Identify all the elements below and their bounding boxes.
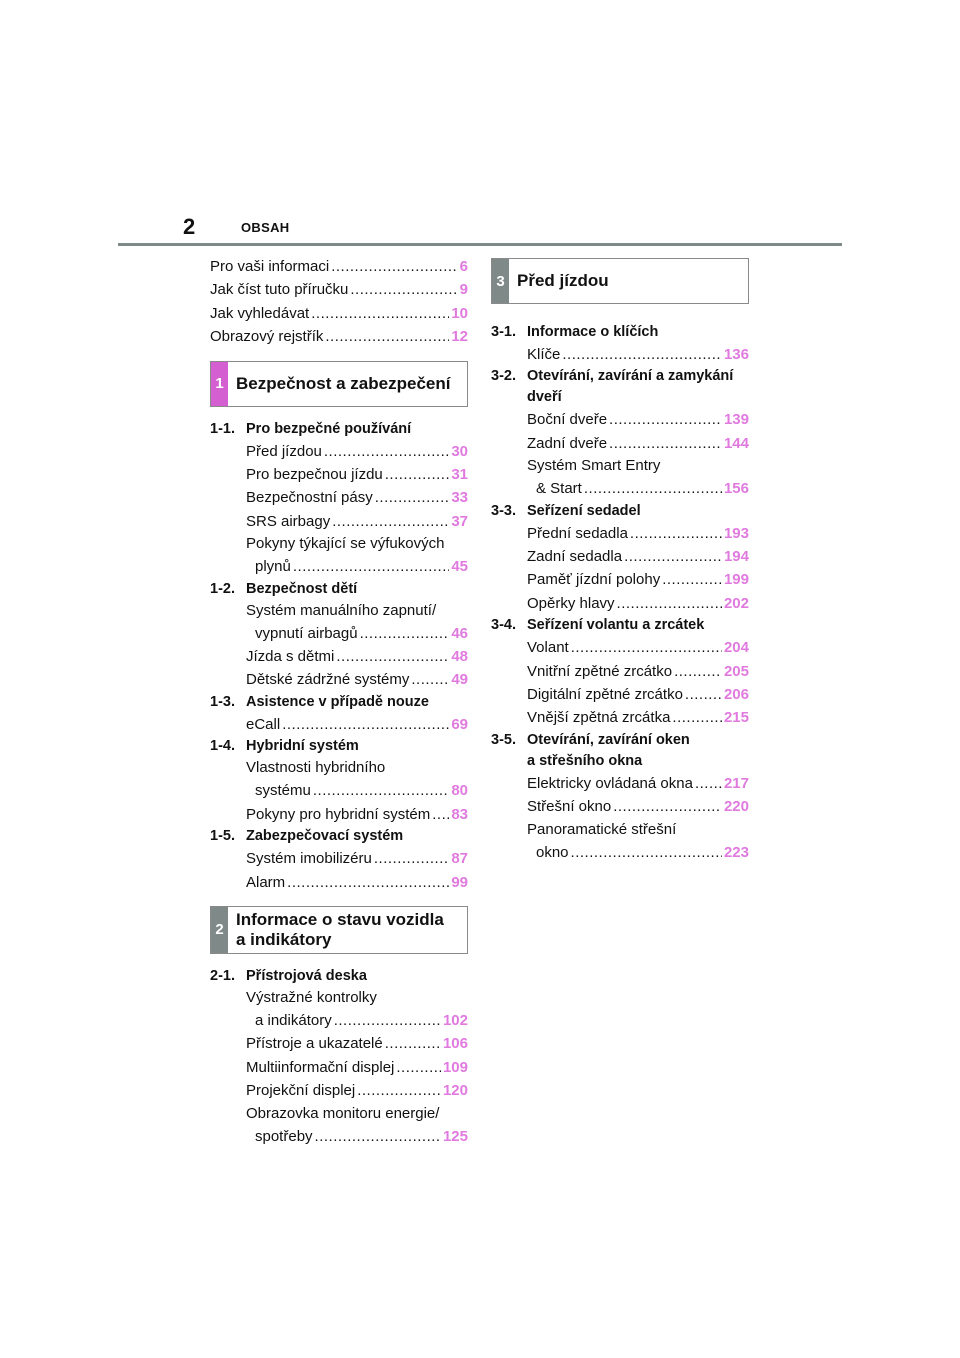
- page-link[interactable]: 206: [723, 686, 749, 704]
- toc-entry[interactable]: Jak číst tuto příručku ..... 9: [210, 278, 468, 301]
- toc-entry[interactable]: Přístroje a ukazatelé ..... 106: [246, 1032, 468, 1055]
- toc-entry[interactable]: spotřeby ..... 125: [246, 1125, 468, 1148]
- page-link[interactable]: 37: [451, 512, 468, 530]
- page-link[interactable]: 125: [442, 1127, 468, 1145]
- toc-entry[interactable]: Boční dveře ..... 139: [527, 408, 749, 431]
- toc-entry[interactable]: Multiinformační displej ..... 109: [246, 1056, 468, 1079]
- section-heading: 1-2. Bezpečnost dětí: [210, 580, 358, 597]
- page-link[interactable]: 48: [451, 648, 468, 666]
- chapter-title: Informace o stavu vozidla a indikátory: [236, 909, 444, 949]
- page-link[interactable]: 31: [451, 466, 468, 484]
- chapter-number: 3: [492, 259, 509, 303]
- chapter-title: Před jízdou: [517, 271, 609, 290]
- page-link[interactable]: 202: [723, 594, 749, 612]
- toc-entry[interactable]: vypnutí airbagů ..... 46: [246, 622, 468, 645]
- toc-entry[interactable]: & Start ..... 156: [527, 477, 749, 500]
- toc-entry[interactable]: Před jízdou ..... 30: [246, 440, 468, 463]
- toc-entry-line: Systém Smart Entry: [527, 457, 661, 475]
- toc-entry[interactable]: Alarm ..... 99: [246, 871, 468, 894]
- page-link[interactable]: 9: [459, 281, 468, 299]
- header-title: OBSAH: [241, 220, 290, 235]
- toc-entry[interactable]: Přední sedadla ..... 193: [527, 522, 749, 545]
- toc-entry[interactable]: Paměť jízdní polohy ..... 199: [527, 568, 749, 591]
- toc-entry[interactable]: systému ..... 80: [246, 779, 468, 802]
- section-heading: 1-3. Asistence v případě nouze: [210, 693, 429, 710]
- page-link[interactable]: 80: [451, 782, 468, 800]
- toc-entry-line: Výstražné kontrolky: [246, 988, 377, 1006]
- section-heading: 3-5. Otevírání, zavírání oken a střešního okna: [491, 731, 690, 769]
- chapter-3-box[interactable]: [491, 258, 749, 304]
- toc-entry[interactable]: Dětské zádržné systémy ..... 49: [246, 668, 468, 691]
- toc-entry[interactable]: Vnitřní zpětné zrcátko ..... 205: [527, 660, 749, 683]
- chapter-2-box[interactable]: [210, 906, 468, 954]
- page-link[interactable]: 87: [451, 850, 468, 868]
- page-link[interactable]: 223: [723, 843, 749, 861]
- toc-entry[interactable]: Pokyny pro hybridní systém ..... 83: [246, 803, 468, 826]
- toc-entry[interactable]: Zadní dveře ..... 144: [527, 432, 749, 455]
- chapter-number: 2: [211, 907, 228, 953]
- toc-entry[interactable]: Opěrky hlavy ..... 202: [527, 592, 749, 615]
- section-heading: 3-3. Seřízení sedadel: [491, 502, 641, 519]
- toc-entry-line: Vlastnosti hybridního: [246, 759, 386, 777]
- toc-entry[interactable]: Pro vaši informaci ..... 6: [210, 255, 468, 278]
- section-heading: 1-1. Pro bezpečné používání: [210, 420, 412, 437]
- toc-entry[interactable]: Vnější zpětná zrcátka ..... 215: [527, 706, 749, 729]
- page-link[interactable]: 194: [723, 548, 749, 566]
- page-link[interactable]: 6: [459, 258, 468, 275]
- toc-entry[interactable]: Projekční displej ..... 120: [246, 1079, 468, 1102]
- page-link[interactable]: 144: [723, 434, 749, 452]
- toc-entry[interactable]: Zadní sedadla ..... 194: [527, 545, 749, 568]
- page-link[interactable]: 12: [451, 328, 468, 346]
- left-column: [210, 255, 468, 1148]
- page-link[interactable]: 204: [723, 639, 749, 657]
- chapter-title: Bezpečnost a zabezpečení: [236, 373, 451, 393]
- page-link[interactable]: 193: [723, 524, 749, 542]
- page-link[interactable]: 33: [451, 489, 468, 507]
- page-link[interactable]: 109: [442, 1058, 468, 1076]
- section-heading: 3-1. Informace o klíčích: [491, 324, 659, 340]
- toc-entry-line: Systém manuálního zapnutí/: [246, 601, 437, 619]
- toc-entry[interactable]: Bezpečnostní pásy ..... 33: [246, 486, 468, 509]
- page-link[interactable]: 69: [451, 715, 468, 733]
- toc-entry[interactable]: Klíče ..... 136: [527, 343, 749, 366]
- page-link[interactable]: 83: [451, 805, 468, 823]
- toc-entry[interactable]: Volant ..... 204: [527, 636, 749, 659]
- toc-entry[interactable]: Digitální zpětné zrcátko ..... 206: [527, 683, 749, 706]
- toc-entry[interactable]: okno ..... 223: [527, 841, 749, 864]
- page-link[interactable]: 10: [451, 304, 468, 322]
- page-link[interactable]: 139: [723, 411, 749, 429]
- header-rule: [118, 243, 842, 246]
- toc-entry[interactable]: a indikátory ..... 102: [246, 1009, 468, 1032]
- right-column: [491, 258, 749, 864]
- toc-entry[interactable]: Jak vyhledávat ..... 10: [210, 302, 468, 325]
- toc-entry[interactable]: Elektricky ovládaná okna ..... 217: [527, 772, 749, 795]
- page-link[interactable]: 136: [723, 346, 749, 363]
- toc-entry[interactable]: Střešní okno ..... 220: [527, 795, 749, 818]
- section-heading: 1-4. Hybridní systém: [210, 738, 359, 755]
- page-link[interactable]: 49: [451, 671, 468, 689]
- page-link[interactable]: 102: [442, 1011, 468, 1029]
- section-heading: 2-1. Přístrojová deska: [210, 967, 367, 984]
- page-link[interactable]: 99: [451, 873, 468, 891]
- page-link[interactable]: 220: [723, 798, 749, 816]
- toc-entry-line: Obrazovka monitoru energie/: [246, 1104, 440, 1122]
- page-link[interactable]: 46: [451, 624, 468, 642]
- toc-entry[interactable]: Obrazový rejstřík ..... 12: [210, 325, 468, 348]
- chapter-number: 1: [211, 362, 228, 406]
- page-link[interactable]: 106: [442, 1035, 468, 1053]
- page-link[interactable]: 215: [723, 709, 749, 727]
- toc-entry[interactable]: plynů ..... 45: [246, 555, 468, 578]
- page-link[interactable]: 30: [451, 442, 468, 460]
- toc-entry[interactable]: Jízda s dětmi ..... 48: [246, 645, 468, 668]
- page-link[interactable]: 156: [723, 480, 749, 498]
- section-heading: 1-5. Zabezpečovací systém: [210, 828, 404, 845]
- toc-entry-line: Pokyny týkající se výfukových: [246, 535, 445, 553]
- toc-entry[interactable]: SRS airbagy ..... 37: [246, 510, 468, 533]
- toc-entry[interactable]: eCall ..... 69: [246, 713, 468, 736]
- section-heading: 3-2. Otevírání, zavírání a zamykání dveří: [491, 368, 734, 406]
- page-link[interactable]: 199: [723, 571, 749, 589]
- toc-entry[interactable]: Pro bezpečnou jízdu ..... 31: [246, 463, 468, 486]
- chapter-1-box[interactable]: [210, 361, 468, 407]
- toc-entry[interactable]: Systém imobilizéru ..... 87: [246, 847, 468, 870]
- page-link[interactable]: 217: [723, 774, 749, 792]
- page-link[interactable]: 120: [442, 1082, 468, 1100]
- toc-entry-line: Panoramatické střešní: [527, 820, 677, 838]
- section-heading: 3-4. Seřízení volantu a zrcátek: [491, 617, 705, 634]
- page-link[interactable]: 205: [723, 662, 749, 680]
- page-link[interactable]: 45: [451, 558, 468, 576]
- page-number: 2: [183, 214, 196, 239]
